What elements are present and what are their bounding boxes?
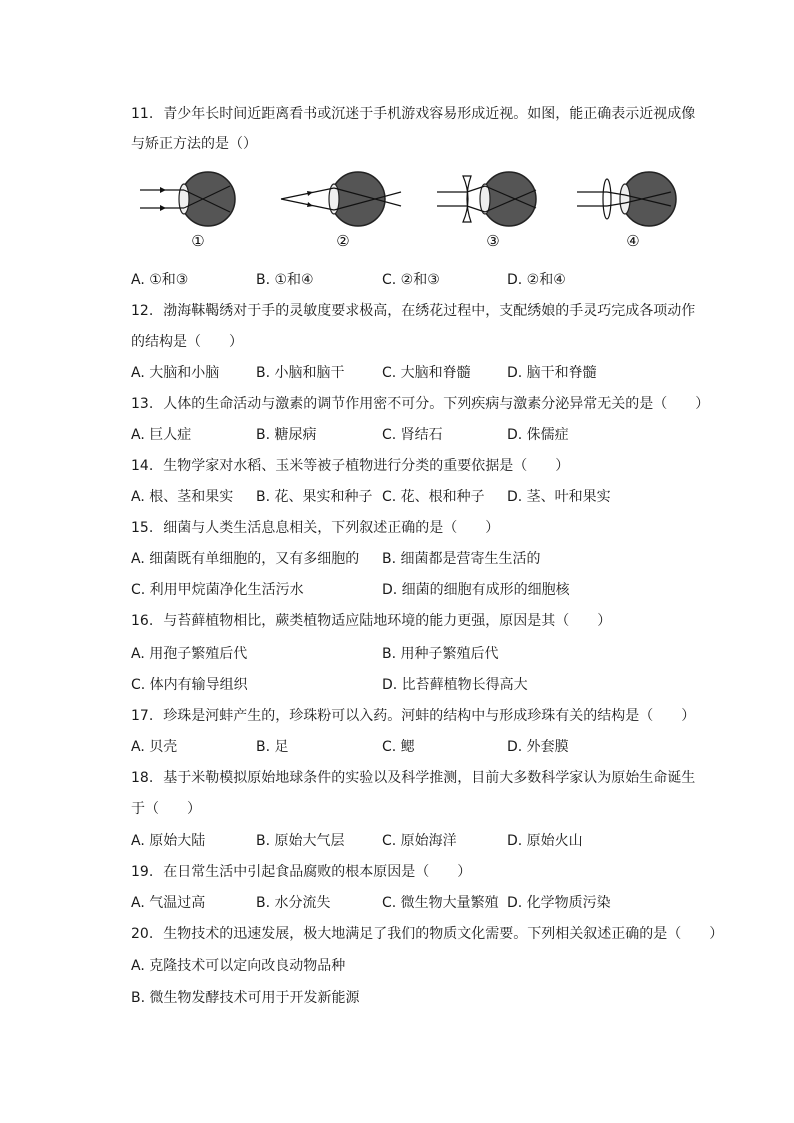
- question-14-option-d[interactable]: D. 茎、叶和果实: [507, 489, 611, 505]
- question-17-option-c[interactable]: C. 鳃: [382, 739, 415, 755]
- question-11-option-a[interactable]: A. ①和③: [131, 272, 189, 288]
- figure-label-1: ①: [191, 232, 205, 250]
- question-16-option-c[interactable]: C. 体内有输导组织: [131, 677, 248, 693]
- figure-label-2: ②: [336, 232, 350, 250]
- question-15-option-a[interactable]: A. 细菌既有单细胞的，又有多细胞的: [131, 551, 360, 567]
- question-18-option-a[interactable]: A. 原始大陆: [131, 833, 206, 849]
- eye-diagram-1: [138, 166, 258, 256]
- question-18-option-c[interactable]: C. 原始海洋: [382, 833, 457, 849]
- question-12-number: 12.: [131, 303, 154, 319]
- question-17-number: 17.: [131, 708, 154, 724]
- figure-label-4: ④: [626, 232, 640, 250]
- question-14-option-b[interactable]: B. 花、果实和种子: [256, 489, 373, 505]
- question-13-option-b[interactable]: B. 糖尿病: [256, 427, 317, 443]
- eye-diagram-2: [273, 166, 393, 256]
- eye-diagram-4: [573, 166, 693, 256]
- question-19-number: 19.: [131, 864, 154, 880]
- question-19-option-d[interactable]: D. 化学物质污染: [507, 895, 611, 911]
- question-12-stem-line-1: 12. 渤海靺鞨绣对于手的灵敏度要求极高，在绣花过程中，支配绣娘的手灵巧完成各项动作: [131, 303, 696, 319]
- question-18-number: 18.: [131, 770, 154, 786]
- question-15-number: 15.: [131, 520, 154, 536]
- question-11-option-b[interactable]: B. ①和④: [256, 272, 314, 288]
- question-11-option-c[interactable]: C. ②和③: [382, 272, 440, 288]
- question-13-option-d[interactable]: D. 侏儒症: [507, 427, 569, 443]
- question-12-stem-line-2: 的结构是（ ）: [131, 334, 243, 350]
- question-13-option-c[interactable]: C. 肾结石: [382, 427, 443, 443]
- question-19-option-c[interactable]: C. 微生物大量繁殖: [382, 895, 499, 911]
- question-18-option-b[interactable]: B. 原始大气层: [256, 833, 345, 849]
- question-15-stem: 15. 细菌与人类生活息息相关，下列叙述正确的是（ ）: [131, 520, 500, 536]
- question-18-option-d[interactable]: D. 原始火山: [507, 833, 583, 849]
- question-15-option-d[interactable]: D. 细菌的细胞有成形的细胞核: [382, 582, 570, 598]
- question-11-stem-line-1: 11. 青少年长时间近距离看书或沉迷于手机游戏容易形成近视。如图，能正确表示近视成像: [131, 106, 696, 122]
- question-14-stem: 14. 生物学家对水稻、玉米等被子植物进行分类的重要依据是（ ）: [131, 458, 570, 474]
- question-11-number: 11.: [131, 106, 154, 122]
- question-17-stem: 17. 珍珠是河蚌产生的，珍珠粉可以入药。河蚌的结构中与形成珍珠有关的结构是（ ）: [131, 708, 696, 724]
- question-16-number: 16.: [131, 613, 154, 629]
- question-14-option-a[interactable]: A. 根、茎和果实: [131, 489, 234, 505]
- question-15-option-b[interactable]: B. 细菌都是营寄生生活的: [382, 551, 541, 567]
- question-18-stem-line-2: 于（ ）: [131, 801, 201, 817]
- question-14-option-c[interactable]: C. 花、根和种子: [382, 489, 485, 505]
- question-16-option-a[interactable]: A. 用孢子繁殖后代: [131, 646, 248, 662]
- question-20-number: 20.: [131, 926, 154, 942]
- question-20-option-b[interactable]: B. 微生物发酵技术可用于开发新能源: [131, 990, 360, 1006]
- figure-label-3: ③: [486, 232, 500, 250]
- question-16-option-b[interactable]: B. 用种子繁殖后代: [382, 646, 499, 662]
- question-17-option-d[interactable]: D. 外套膜: [507, 739, 569, 755]
- question-20-option-a[interactable]: A. 克隆技术可以定向改良动物品种: [131, 958, 346, 974]
- question-16-stem: 16. 与苔藓植物相比，蕨类植物适应陆地环境的能力更强，原因是其（ ）: [131, 613, 612, 629]
- question-12-option-b[interactable]: B. 小脑和脑干: [256, 365, 345, 381]
- question-13-stem: 13. 人体的生命活动与激素的调节作用密不可分。下列疾病与激素分泌异常无关的是（ ）: [131, 396, 710, 412]
- eye-diagram-3: [433, 166, 553, 256]
- question-19-option-b[interactable]: B. 水分流失: [256, 895, 331, 911]
- question-20-stem: 20. 生物技术的迅速发展，极大地满足了我们的物质文化需要。下列相关叙述正确的是（ ）: [131, 926, 724, 942]
- question-12-option-d[interactable]: D. 脑干和脊髓: [507, 365, 597, 381]
- question-13-number: 13.: [131, 396, 154, 412]
- question-18-stem-line-1: 18. 基于米勒模拟原始地球条件的实验以及科学推测，目前大多数科学家认为原始生命诞生: [131, 770, 696, 786]
- question-11-option-d[interactable]: D. ②和④: [507, 272, 566, 288]
- question-12-option-c[interactable]: C. 大脑和脊髓: [382, 365, 471, 381]
- question-14-number: 14.: [131, 458, 154, 474]
- question-13-option-a[interactable]: A. 巨人症: [131, 427, 192, 443]
- question-15-option-c[interactable]: C. 利用甲烷菌净化生活污水: [131, 582, 304, 598]
- question-19-stem: 19. 在日常生活中引起食品腐败的根本原因是（ ）: [131, 864, 472, 880]
- question-17-option-b[interactable]: B. 足: [256, 739, 289, 755]
- question-16-option-d[interactable]: D. 比苔藓植物长得高大: [382, 677, 528, 693]
- eye-diagram-figure: [138, 166, 658, 256]
- question-19-option-a[interactable]: A. 气温过高: [131, 895, 206, 911]
- question-11-stem-line-2: 与矫正方法的是（）: [131, 136, 257, 152]
- question-12-option-a[interactable]: A. 大脑和小脑: [131, 365, 220, 381]
- question-17-option-a[interactable]: A. 贝壳: [131, 739, 178, 755]
